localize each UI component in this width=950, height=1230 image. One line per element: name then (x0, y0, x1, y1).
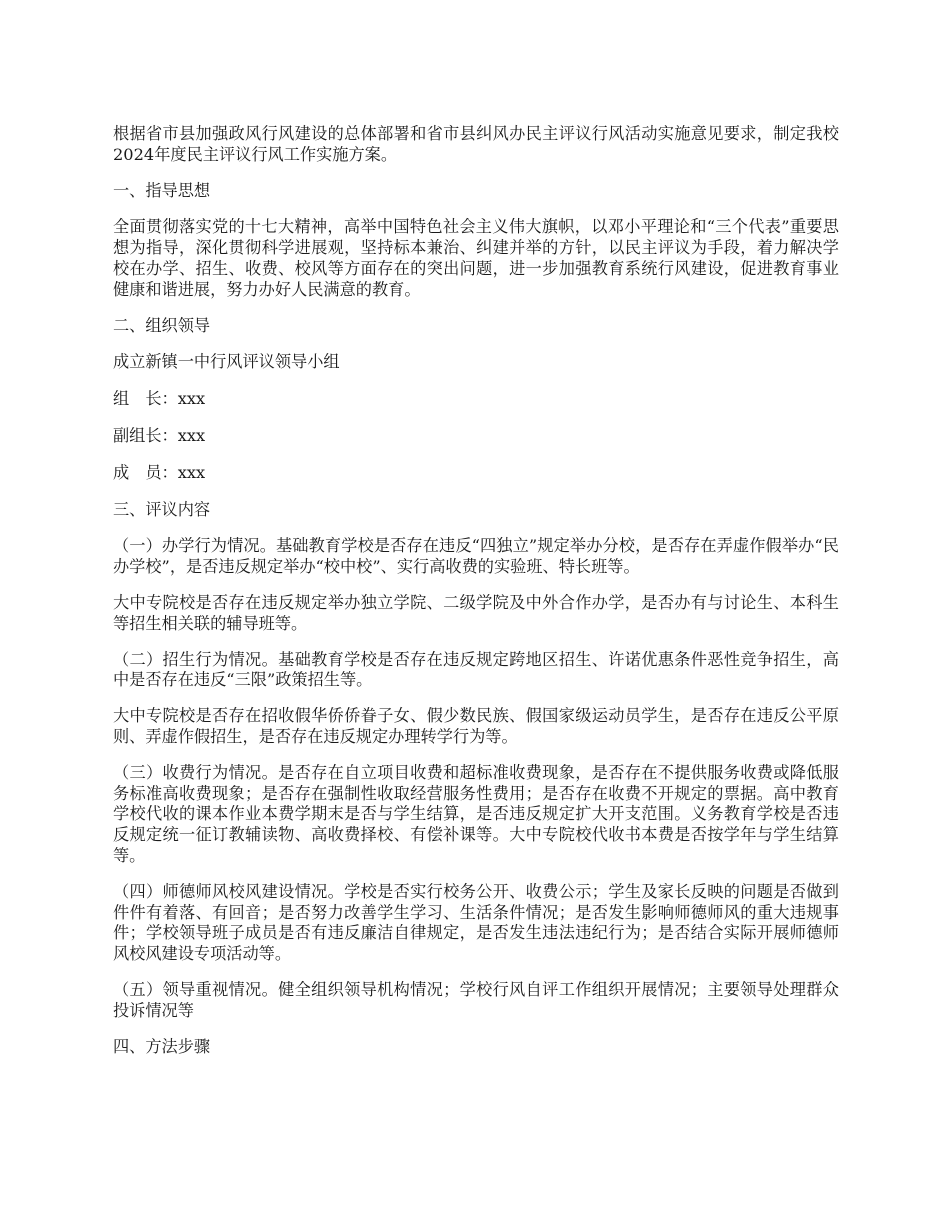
team-members-line: 成 员：xxx (113, 462, 206, 482)
item-leadership: （五）领导重视情况。健全组织领导机构情况；学校行风自评工作组织开展情况；主要领导处理群众投诉情况等 (113, 979, 839, 1020)
team-leader-line: 组 长：xxx (113, 389, 206, 409)
item-fees: （三）收费行为情况。是否存在自立项目收费和超标准收费现象，是否存在不提供服务收费或降低服务标准高收费现象；是否存在强制性收取经营服务性费用；是否存在收费不开规定的票据。高中教育学校代收的课本作业本费学期末是否与学生结算，是否违反规定扩大开支范围。义务教育学校是否违反规定统一征订教辅读物、高收费择校、有偿补课等。大中专院校代收书本费是否按学年与学生结算等。 (113, 762, 839, 865)
item-college-enrollment: 大中专院校是否存在招收假华侨侨眷子女、假少数民族、假国家级运动员学生，是否存在违反公平原则、弄虚作假招生，是否存在违反规定办理转学行为等。 (113, 706, 839, 746)
section-heading-evaluation-content: 三、评议内容 (113, 499, 211, 519)
deputy-leader-line: 副组长：xxx (113, 425, 206, 445)
item-teacher-ethics: （四）师德师风校风建设情况。学校是否实行校务公开、收费公示；学生及家长反映的问题是否做到件件有着落、有回音；是否努力改善学生学习、生活条件情况；是否发生影响师德师风的重大违规事件；学校领导班子成员是否有违反廉洁自律规定，是否发生违法违纪行为；是否结合实际开展师德师风校风建设专项活动等。 (113, 881, 839, 964)
organization-paragraph: 成立新镇一中行风评议领导小组 (113, 352, 340, 372)
guiding-ideology-paragraph: 全面贯彻落实党的十七大精神，高举中国特色社会主义伟大旗帜，以邓小平理论和“三个代表”重要思想为指导，深化贯彻科学进展观，坚持标本兼治、纠建并举的方针，以民主评议为手段，着力解决学校在办学、招生、收费、校风等方面存在的突出问题，进一步加强教育系统行风建设，促进教育事业健康和谐进展，努力办好人民满意的教育。 (113, 217, 839, 299)
item-school-running: （一）办学行为情况。基础教育学校是否存在违反“四独立”规定举办分校，是否存在弄虚作假举办“民办学校”，是否违反规定举办“校中校”、实行高收费的实验班、特长班等。 (113, 536, 839, 577)
section-heading-guiding-ideology: 一、指导思想 (113, 180, 211, 200)
intro-paragraph: 根据省市县加强政风行风建设的总体部署和省市县纠风办民主评议行风活动实施意见要求，制定我校2024年度民主评议行风工作实施方案。 (113, 124, 839, 164)
item-enrollment: （二）招生行为情况。基础教育学校是否存在违反规定跨地区招生、许诺优惠条件恶性竞争招生，高中是否存在违反“三限”政策招生等。 (113, 649, 839, 690)
document-body (113, 124, 839, 1073)
section-heading-organization: 二、组织领导 (113, 315, 211, 335)
section-heading-methods: 四、方法步骤 (113, 1036, 211, 1056)
item-college-running: 大中专院校是否存在违反规定举办独立学院、二级学院及中外合作办学，是否办有与讨论生、本科生等招生相关联的辅导班等。 (113, 592, 839, 633)
